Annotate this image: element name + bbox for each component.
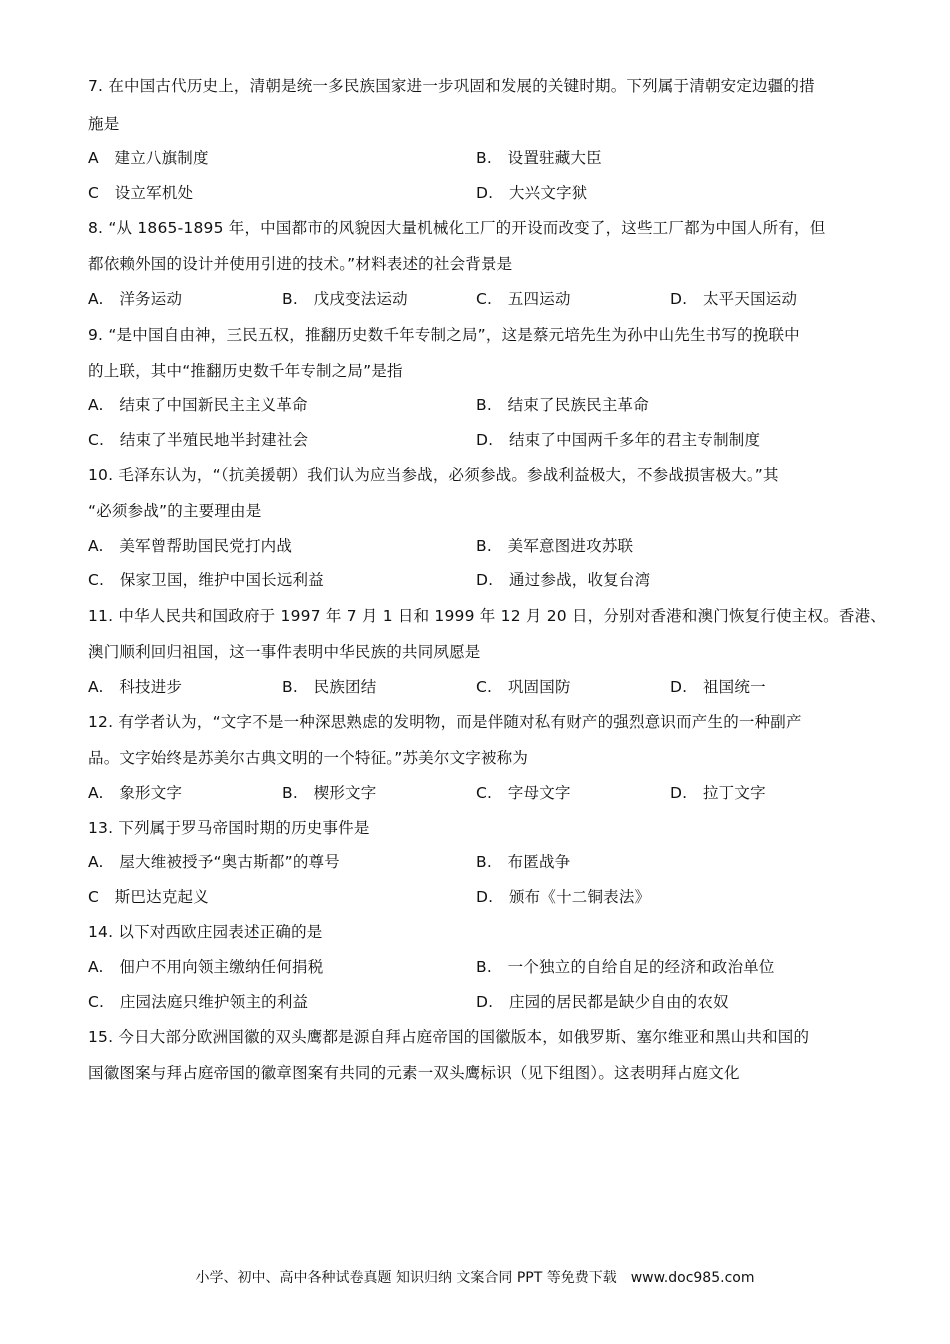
q8-stem-line2: 都依赖外国的设计并使用引进的技术。”材料表述的社会背景是 — [88, 255, 513, 273]
q10-option-a: A. 美军曾帮助国民党打内战 — [88, 537, 293, 555]
q12-stem-line1: 12. 有学者认为，“文字不是一种深思熟虑的发明物，而是伴随对私有财产的强烈意识而产生的一种副产 — [88, 713, 802, 731]
q7-stem-line1: 7. 在中国古代历史上，清朝是统一多民族国家进一步巩固和发展的关键时期。下列属于清朝安定边疆的措 — [88, 77, 815, 95]
q12-option-c: C. 字母文字 — [476, 784, 571, 802]
q14-option-c: C. 庄园法庭只维护领主的利益 — [88, 993, 309, 1011]
q8-stem-line1: 8. “从 1865-1895 年，中国都市的风貌因大量机械化工厂的开设而改变了，这些工厂都为中国人所有，但 — [88, 219, 826, 237]
q7-option-a: A 建立八旗制度 — [88, 149, 209, 167]
q13-option-d: D. 颁布《十二铜表法》 — [476, 888, 651, 906]
q13-option-c: C 斯巴达克起义 — [88, 888, 209, 906]
q12-option-a: A. 象形文字 — [88, 784, 183, 802]
q7-option-b: B. 设置驻藏大臣 — [476, 149, 602, 167]
q10-option-d: D. 通过参战，收复台湾 — [476, 571, 651, 589]
q10-option-c: C. 保家卫国，维护中国长远利益 — [88, 571, 324, 589]
q13-option-a: A. 屋大维被授予“奥古斯都”的尊号 — [88, 853, 340, 871]
q10-stem-line1: 10. 毛泽东认为，“（抗美援朝）我们认为应当参战，必须参战。参战利益极大，不参战损害极大。”其 — [88, 466, 779, 484]
q11-option-d: D. 祖国统一 — [670, 678, 766, 696]
q9-option-b: B. 结束了民族民主革命 — [476, 396, 649, 414]
q11-stem-line2: 澳门顺利回归祖国，这一事件表明中华民族的共同夙愿是 — [88, 643, 481, 661]
q9-stem-line2: 的上联，其中“推翻历史数千年专制之局”是指 — [88, 362, 403, 380]
q8-option-c: C. 五四运动 — [476, 290, 571, 308]
q13-stem-line1: 13. 下列属于罗马帝国时期的历史事件是 — [88, 819, 370, 837]
page-footer[interactable]: 小学、初中、高中各种试卷真题 知识归纳 文案合同 PPT 等免费下载 www.doc985.com — [195, 1270, 755, 1286]
q15-stem-line1: 15. 今日大部分欧洲国徽的双头鹰都是源自拜占庭帝国的国徽版本，如俄罗斯、塞尔维亚和黑山共和国的 — [88, 1028, 810, 1046]
q14-option-d: D. 庄园的居民都是缺少自由的农奴 — [476, 993, 729, 1011]
q11-option-b: B. 民族团结 — [282, 678, 377, 696]
q7-stem-line2: 施是 — [88, 115, 120, 133]
q10-option-b: B. 美军意图进攻苏联 — [476, 537, 634, 555]
q10-stem-line2: “必须参战”的主要理由是 — [88, 502, 262, 520]
q8-option-d: D. 太平天国运动 — [670, 290, 798, 308]
q13-option-b: B. 布匿战争 — [476, 853, 571, 871]
q15-stem-line2: 国徽图案与拜占庭帝国的徽章图案有共同的元素一双头鹰标识（见下组图）。这表明拜占庭文化 — [88, 1064, 740, 1082]
q11-stem-line1: 11. 中华人民共和国政府于 1997 年 7 月 1 日和 1999 年 12 月 20 日，分别对香港和澳门恢复行使主权。香港、 — [88, 607, 886, 625]
q12-stem-line2: 品。文字始终是苏美尔古典文明的一个特征。”苏美尔文字被称为 — [88, 749, 529, 767]
q11-option-c: C. 巩固国防 — [476, 678, 571, 696]
q9-option-c: C. 结束了半殖民地半封建社会 — [88, 431, 309, 449]
q12-option-d: D. 拉丁文字 — [670, 784, 766, 802]
q14-option-a: A. 佃户不用向领主缴纳任何捐税 — [88, 958, 324, 976]
q12-option-b: B. 楔形文字 — [282, 784, 377, 802]
q14-option-b: B. 一个独立的自给自足的经济和政治单位 — [476, 958, 775, 976]
q14-stem-line1: 14. 以下对西欧庄园表述正确的是 — [88, 923, 323, 941]
q9-option-d: D. 结束了中国两千多年的君主专制制度 — [476, 431, 761, 449]
q7-option-c: C 设立军机处 — [88, 184, 194, 202]
q9-option-a: A. 结束了中国新民主主义革命 — [88, 396, 308, 414]
q7-option-d: D. 大兴文字狱 — [476, 184, 588, 202]
q8-option-a: A. 洋务运动 — [88, 290, 183, 308]
q11-option-a: A. 科技进步 — [88, 678, 183, 696]
q8-option-b: B. 戊戌变法运动 — [282, 290, 408, 308]
q9-stem-line1: 9. “是中国自由神，三民五权，推翻历史数千年专制之局”，这是蔡元培先生为孙中山先生书写的挽联中 — [88, 326, 800, 344]
